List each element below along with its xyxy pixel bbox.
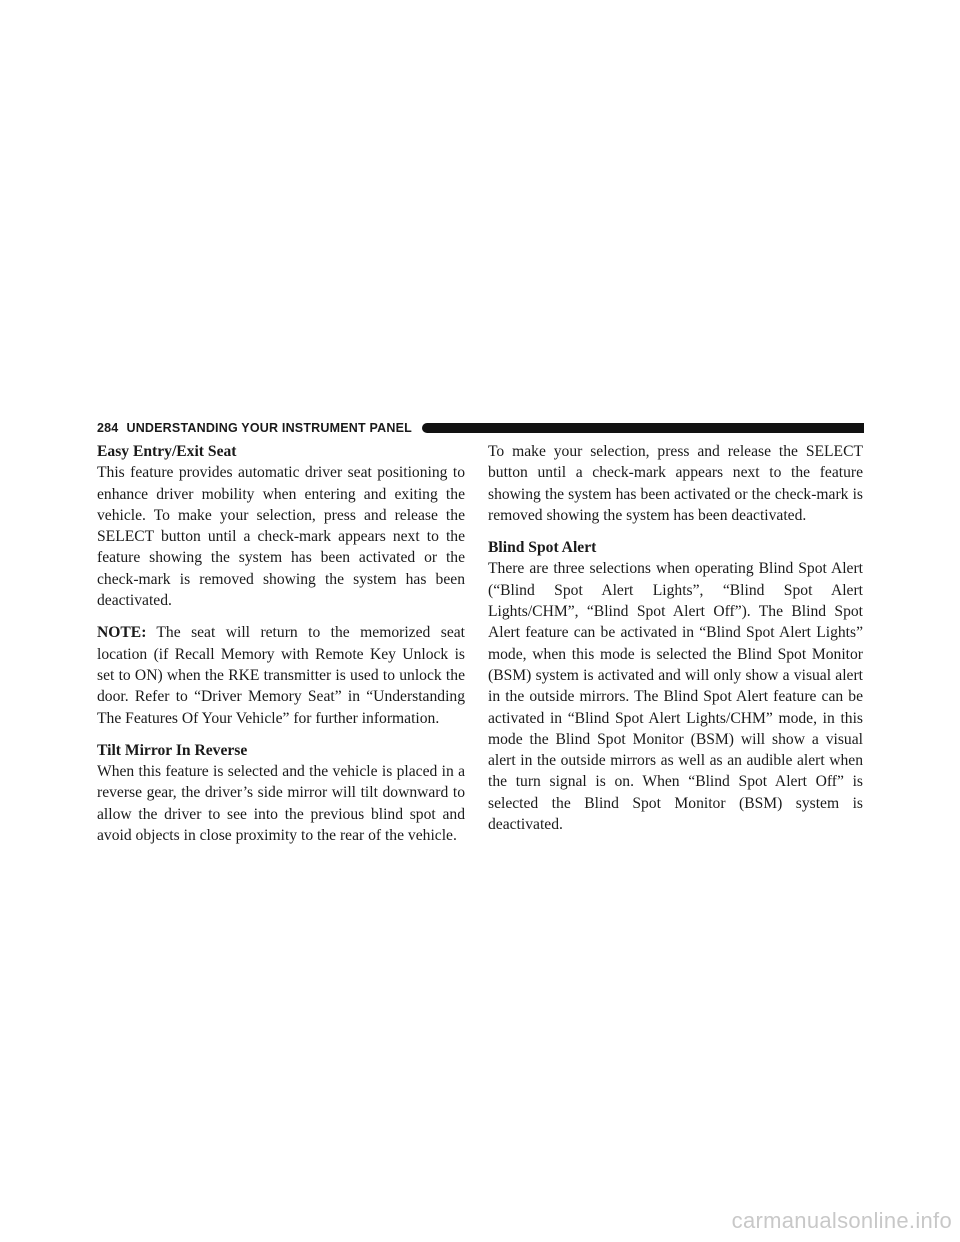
blind-spot-paragraph: There are three selections when operating Blind Spot Alert (“Blind Spot Alert Lights”, “Blind Spot Alert Lights/CHM”, “Blind Spot Alert Off”). The Blind Spot Alert feature can be activated in “Blind Spot Alert Lights” mode, when this mode is selected the Blind Spot Monitor (BSM) system is activated and will only show a visual alert in the outside mirrors. The Blind Spot Alert feature can be activated in “Blind Spot Alert Lights/CHM” mode, in this mode the Blind Spot Monitor (BSM) will show a visual alert in the outside mirrors as well as an audible alert when the turn signal is on. When “Blind Spot Alert Off” is selected the Blind Spot Monitor (BSM) system is deactivated. [488, 560, 863, 834]
page-header [97, 418, 864, 438]
note-paragraph [97, 622, 465, 728]
right-column [488, 441, 863, 846]
site-watermark: carmanualsonline.info [731, 1208, 952, 1233]
tilt-mirror-heading: Tilt Mirror In Reverse [97, 741, 248, 759]
note-label: NOTE: [97, 624, 147, 642]
header-rule-bar [422, 423, 864, 433]
page-number: 284 [97, 421, 119, 435]
blind-spot-heading: Blind Spot Alert [488, 539, 597, 557]
section-title: UNDERSTANDING YOUR INSTRUMENT PANEL [126, 421, 412, 435]
note-text: The seat will return to the memorized seat location (if Recall Memory with Remote Key Unlock is set to ON) when the RKE transmitter is used to unlock the door. Refer to “Driver Memory Seat” in “Understanding The Features Of Your Vehicle” for further information. [97, 624, 465, 727]
left-column [97, 441, 465, 857]
selection-paragraph: To make your selection, press and release the SELECT button until a check-mark appears next to the feature showing the system has been activated or the check-mark is removed showing the system has been deactivated. [488, 443, 863, 524]
easy-entry-paragraph: This feature provides automatic driver seat positioning to enhance driver mobility when entering and exiting the vehicle. To make your selection, press and release the SELECT button until a check-mark appears next to the feature showing the system has been activated or the check-mark is removed showing the system has been deactivated. [97, 464, 465, 610]
tilt-mirror-paragraph: When this feature is selected and the vehicle is placed in a reverse gear, the driver’s side mirror will tilt downward to allow the driver to see into the previous blind spot and avoid objects in close proximity to the rear of the vehicle. [97, 763, 465, 845]
easy-entry-heading: Easy Entry/Exit Seat [97, 443, 237, 460]
